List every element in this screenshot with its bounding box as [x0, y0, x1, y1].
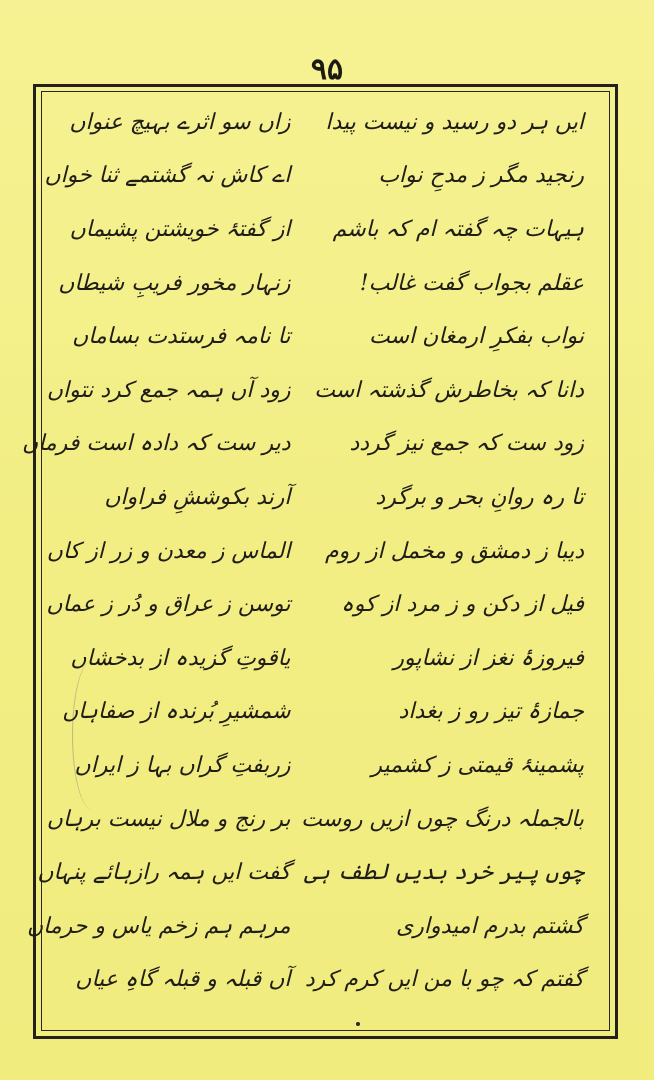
first-hemistich: ہیہات چہ گفتہ ام کہ باشم	[332, 216, 584, 242]
second-hemistich: یاقوتِ گزیدہ از بدخشاں	[70, 645, 291, 671]
first-hemistich: نواب بفکرِ ارمغان است	[369, 324, 584, 350]
verse	[46, 578, 598, 632]
page-number: ۹۵	[310, 52, 344, 87]
verse	[55, 257, 598, 311]
second-hemistich: شمشیرِ بُرندہ از صفاہاں	[62, 699, 291, 725]
second-hemistich: زاں سو اثرے بہیچ عنواں	[69, 109, 291, 135]
verse	[55, 203, 598, 257]
verse-list	[22, 96, 598, 996]
first-hemistich: جمازۂ تیز رو ز بغداد	[398, 699, 584, 725]
first-hemistich: دانا کہ بخاطرش گذشتہ است	[314, 377, 584, 403]
first-hemistich: ایں ہر دو رسید و نیست پیدا	[325, 109, 584, 135]
first-hemistich: زود ست کہ جمع نیز گردد	[349, 431, 584, 457]
second-hemistich: زربفتِ گراں بہا ز ایراں	[74, 752, 291, 778]
first-hemistich: گشتم بدرم امیدواری	[396, 913, 584, 939]
second-hemistich: توسن ز عراق و دُر ز عماں	[46, 592, 291, 618]
verse	[22, 418, 598, 472]
verse	[55, 471, 598, 525]
second-hemistich: زود آں ہمہ جمع کرد نتواں	[46, 377, 291, 403]
second-hemistich: مرہم ہم زخم یاس و حرماں	[26, 913, 291, 939]
verse	[55, 686, 598, 740]
first-hemistich: تا رہ روانِ بحر و برگرد	[375, 484, 584, 510]
verse	[55, 310, 598, 364]
first-hemistich: رنجید مگر ز مدحِ نواب	[378, 163, 584, 189]
verse	[26, 900, 598, 954]
first-hemistich: فیروزۂ نغز از نشاپور	[393, 645, 584, 671]
verse	[55, 739, 598, 793]
second-hemistich: دیر ست کہ دادہ است فرماں	[22, 431, 291, 457]
first-hemistich: فیل از دکن و ز مرد از کوہ	[341, 592, 584, 618]
verse	[37, 846, 598, 900]
bottom-dot	[356, 1022, 360, 1026]
verse	[46, 364, 598, 418]
first-hemistich: گفتم کہ چو با من ایں کرم کرد	[304, 967, 584, 993]
second-hemistich: اے کاش نہ گشتمے ثنا خواں	[44, 163, 291, 189]
first-hemistich: بالجملہ درنگ چوں ازیں روست	[301, 806, 584, 832]
first-hemistich: عقلم بجواب گفت غالب!	[359, 270, 584, 296]
verse	[44, 150, 598, 204]
second-hemistich: الماس ز معدن و زر از کاں	[46, 538, 291, 564]
verse	[55, 632, 598, 686]
verse	[46, 525, 598, 579]
first-hemistich: پشمینۂ قیمتی ز کشمیر	[371, 752, 584, 778]
second-hemistich: آرند بکوششِ فراواں	[104, 484, 291, 510]
second-hemistich: گفت ایں ہمہ رازہائے پنہاں	[37, 860, 291, 886]
second-hemistich: تا نامہ فرستدت بساماں	[72, 324, 291, 350]
second-hemistich: از گفتۂ خویشتن پشیماں	[69, 216, 291, 242]
second-hemistich: بر رنج و ملال نیست برہاں	[46, 806, 291, 832]
verse	[55, 954, 598, 1008]
verse	[55, 96, 598, 150]
verse	[46, 793, 598, 847]
first-hemistich: دیبا ز دمشق و مخمل از روم	[325, 538, 584, 564]
second-hemistich: آں قبلہ و قبلہ گاہِ عیاں	[75, 967, 291, 993]
second-hemistich: زنہار مخور فریبِ شیطاں	[58, 270, 291, 296]
first-hemistich: چوں پیر خرد بدیں لطف ہی	[304, 860, 584, 886]
